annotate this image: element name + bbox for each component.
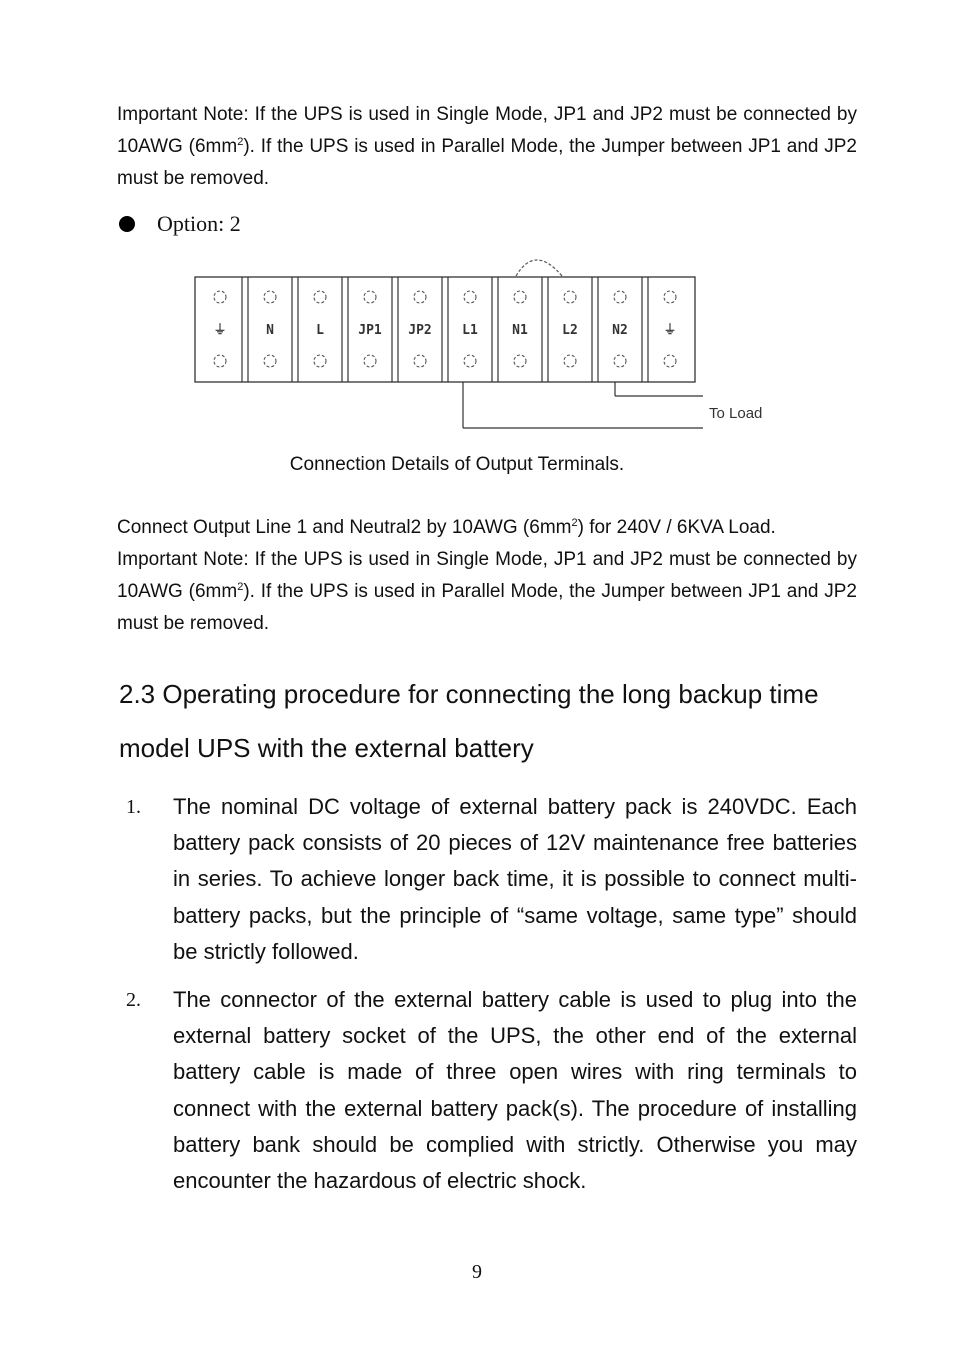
terminal-screw-bottom — [614, 355, 626, 367]
terminal-label: L — [316, 323, 324, 338]
note1-text-end: ). If the UPS is used in Parallel Mode, the Jumper between JP1 and JP2 must be removed. — [117, 136, 858, 189]
bullet-dot-icon — [119, 216, 135, 232]
terminal-label: N1 — [512, 323, 528, 338]
terminal-screw-bottom — [664, 355, 676, 367]
terminal-screw-top — [464, 291, 476, 303]
note2-text-end: ). If the UPS is used in Parallel Mode, the Jumper between JP1 and JP2 must be removed. — [117, 581, 858, 634]
section-heading: 2.3 Operating procedure for connecting the long backup time model UPS with the external battery — [119, 679, 819, 763]
list-item-text: The connector of the external battery cable is used to plug into the external battery socket of the UPS, the other end of the external battery cable is made of three open wires with ring terminals to connect with the external battery pack(s). The procedure of installing battery bank should be complied with strictly. Otherwise you may encounter the hazardous of electric shock. — [173, 987, 857, 1194]
terminal-screw-top — [664, 291, 676, 303]
terminal-screw-bottom — [214, 355, 226, 367]
note1-superscript: 2 — [237, 136, 244, 148]
list-item-number: 2. — [126, 989, 141, 1011]
terminal-label: N2 — [612, 323, 628, 338]
terminal-screw-bottom — [414, 355, 426, 367]
terminal-screw-top — [414, 291, 426, 303]
terminal-screw-top — [264, 291, 276, 303]
connect-text: Connect Output Line 1 and Neutral2 by 10AWG (6mm — [117, 517, 572, 538]
list-item-number: 1. — [126, 796, 141, 818]
terminal-label: N — [266, 323, 274, 338]
connect-superscript: 2 — [571, 517, 578, 529]
terminal-screw-top — [314, 291, 326, 303]
terminal-screw-bottom — [364, 355, 376, 367]
terminal-screw-bottom — [564, 355, 576, 367]
terminal-label: ⏚ — [663, 323, 677, 338]
terminal-screw-top — [214, 291, 226, 303]
important-note-2 — [117, 544, 857, 640]
note2-text: Important Note: If the UPS is used in Single Mode, JP1 and JP2 must be connected by 10AWG (6mm — [117, 549, 857, 602]
diagram-caption: Connection Details of Output Terminals. — [289, 454, 625, 475]
terminal-screw-bottom — [264, 355, 276, 367]
list-item-text: The nominal DC voltage of external battery pack is 240VDC. Each battery pack consists of 20 pieces of 12V maintenance free batteries in series. To achieve longer back time, it is possible to connect multi-battery packs, but the principle of “same voltage, same type” should be strictly followed. — [173, 794, 857, 964]
terminal-screw-top — [514, 291, 526, 303]
terminal-label: L1 — [462, 323, 478, 338]
terminal-screw-top — [564, 291, 576, 303]
terminal-label: JP1 — [358, 323, 382, 338]
option-bullet — [119, 209, 241, 239]
output-terminal-diagram — [185, 246, 785, 436]
option-label: Option: 2 — [157, 211, 241, 236]
note2-superscript: 2 — [237, 581, 244, 593]
note1-text: Important Note: If the UPS is used in Single Mode, JP1 and JP2 must be connected by 10AWG (6mm — [117, 104, 857, 157]
terminal-label: L2 — [562, 323, 578, 338]
terminal-label: ⏚ — [213, 323, 227, 338]
connect-output-line — [117, 512, 857, 544]
important-note-1 — [117, 99, 857, 195]
terminal-screw-bottom — [514, 355, 526, 367]
connect-text-end: ) for 240V / 6KVA Load. — [577, 517, 776, 538]
terminal-screw-bottom — [314, 355, 326, 367]
terminal-screw-bottom — [464, 355, 476, 367]
jumper-arc — [516, 260, 562, 276]
page-number: 9 — [472, 1261, 482, 1283]
terminal-label: JP2 — [408, 323, 432, 338]
terminal-screw-top — [614, 291, 626, 303]
terminal-labels — [213, 323, 676, 338]
terminal-screw-top — [364, 291, 376, 303]
to-load-label: To Load — [709, 405, 763, 422]
